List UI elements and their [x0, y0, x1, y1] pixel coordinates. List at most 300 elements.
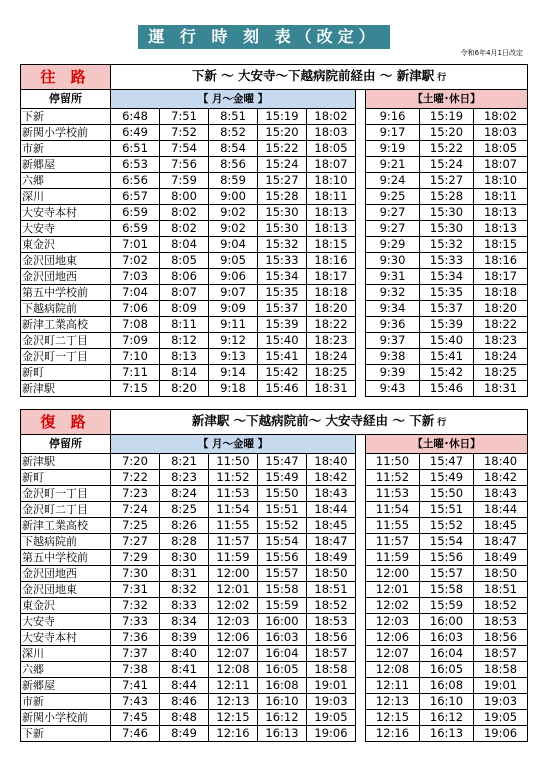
weekday-time: 15:28 [258, 189, 307, 205]
weekend-time: 11:55 [366, 518, 420, 534]
weekend-time: 18:02 [474, 109, 528, 125]
weekend-time: 11:53 [366, 486, 420, 502]
table-row [21, 349, 528, 365]
weekday-time: 8:12 [160, 333, 209, 349]
weekday-time: 18:15 [307, 237, 356, 253]
weekday-time: 9:06 [209, 269, 258, 285]
weekday-time: 15:50 [258, 486, 307, 502]
weekday-time: 16:12 [258, 710, 307, 726]
timetable-grid [20, 64, 528, 397]
weekend-time: 18:13 [474, 221, 528, 237]
weekday-time: 18:02 [307, 109, 356, 125]
weekday-time: 15:32 [258, 237, 307, 253]
weekend-time: 9:43 [366, 381, 420, 397]
stop-name: 下新 [21, 109, 111, 125]
weekend-time: 11:50 [366, 454, 420, 470]
weekday-time: 7:06 [111, 301, 160, 317]
weekday-time: 11:57 [209, 534, 258, 550]
weekend-time: 12:08 [366, 662, 420, 678]
weekend-time: 18:43 [474, 486, 528, 502]
weekday-time: 18:57 [307, 646, 356, 662]
column-spacer [356, 470, 366, 486]
weekday-time: 8:13 [160, 349, 209, 365]
table-row [21, 534, 528, 550]
weekend-time: 15:50 [420, 486, 474, 502]
weekday-time: 18:50 [307, 566, 356, 582]
weekday-time: 15:30 [258, 205, 307, 221]
column-spacer [356, 630, 366, 646]
weekday-time: 7:41 [111, 678, 160, 694]
stop-column-header: 停留所 [21, 435, 111, 454]
weekday-time: 8:46 [160, 694, 209, 710]
weekend-time: 15:58 [420, 582, 474, 598]
weekday-time: 7:59 [160, 173, 209, 189]
table-row [21, 582, 528, 598]
weekend-time: 19:01 [474, 678, 528, 694]
weekend-time: 15:37 [420, 301, 474, 317]
column-spacer [356, 566, 366, 582]
weekday-time: 18:58 [307, 662, 356, 678]
weekday-time: 9:04 [209, 237, 258, 253]
weekday-time: 9:02 [209, 221, 258, 237]
weekday-time: 8:28 [160, 534, 209, 550]
weekday-time: 8:49 [160, 726, 209, 742]
weekday-time: 9:02 [209, 205, 258, 221]
weekend-time: 9:39 [366, 365, 420, 381]
weekend-time: 15:49 [420, 470, 474, 486]
weekday-time: 9:05 [209, 253, 258, 269]
column-spacer [356, 381, 366, 397]
weekday-time: 11:59 [209, 550, 258, 566]
table-row [21, 141, 528, 157]
weekday-time: 18:07 [307, 157, 356, 173]
weekend-time: 15:39 [420, 317, 474, 333]
table-row [21, 662, 528, 678]
stop-name: 金沢団地西 [21, 566, 111, 582]
weekday-header: 【 月～金曜 】 [111, 90, 356, 109]
weekend-time: 18:51 [474, 582, 528, 598]
stop-name: 深川 [21, 646, 111, 662]
table-row [21, 189, 528, 205]
column-spacer [356, 349, 366, 365]
weekday-time: 18:40 [307, 454, 356, 470]
weekend-time: 15:41 [420, 349, 474, 365]
table-row [21, 317, 528, 333]
route-text: 下新 ～ 大安寺～下越病院前経由 ～ 新津駅 [191, 68, 435, 83]
weekend-header: 【土曜･休日】 [366, 90, 528, 109]
weekday-time: 19:03 [307, 694, 356, 710]
column-spacer [356, 710, 366, 726]
weekday-time: 12:01 [209, 582, 258, 598]
weekday-time: 15:51 [258, 502, 307, 518]
table-row [21, 470, 528, 486]
stop-name: 下越病院前 [21, 534, 111, 550]
weekend-time: 16:10 [420, 694, 474, 710]
weekday-time: 7:51 [160, 109, 209, 125]
weekday-time: 7:46 [111, 726, 160, 742]
weekend-time: 18:25 [474, 365, 528, 381]
table-row [21, 365, 528, 381]
stop-name: 東金沢 [21, 237, 111, 253]
weekday-time: 18:13 [307, 221, 356, 237]
weekend-time: 19:03 [474, 694, 528, 710]
weekend-time: 9:34 [366, 301, 420, 317]
weekday-time: 12:15 [209, 710, 258, 726]
stop-name: 新津駅 [21, 454, 111, 470]
table-row [21, 301, 528, 317]
stop-name: 第五中学校前 [21, 285, 111, 301]
weekend-time: 16:05 [420, 662, 474, 678]
weekday-time: 18:52 [307, 598, 356, 614]
weekday-time: 15:24 [258, 157, 307, 173]
weekend-time: 12:06 [366, 630, 420, 646]
weekday-time: 8:11 [160, 317, 209, 333]
stop-name: 六郷 [21, 173, 111, 189]
table-row [21, 598, 528, 614]
weekend-time: 15:22 [420, 141, 474, 157]
weekday-time: 7:32 [111, 598, 160, 614]
weekend-time: 18:40 [474, 454, 528, 470]
weekend-time: 9:30 [366, 253, 420, 269]
table-row [21, 726, 528, 742]
weekday-time: 18:31 [307, 381, 356, 397]
weekend-time: 9:31 [366, 269, 420, 285]
weekday-time: 11:55 [209, 518, 258, 534]
weekday-time: 8:34 [160, 614, 209, 630]
stop-name: 市新 [21, 141, 111, 157]
weekend-time: 18:10 [474, 173, 528, 189]
weekend-time: 9:36 [366, 317, 420, 333]
weekday-time: 15:57 [258, 566, 307, 582]
outbound-section [20, 64, 527, 397]
weekday-time: 8:39 [160, 630, 209, 646]
weekend-time: 16:08 [420, 678, 474, 694]
weekend-time: 12:15 [366, 710, 420, 726]
weekday-time: 18:53 [307, 614, 356, 630]
weekday-time: 16:05 [258, 662, 307, 678]
weekday-time: 7:30 [111, 566, 160, 582]
weekday-time: 9:00 [209, 189, 258, 205]
weekday-time: 15:20 [258, 125, 307, 141]
weekday-time: 6:53 [111, 157, 160, 173]
weekday-time: 15:59 [258, 598, 307, 614]
weekday-time: 6:49 [111, 125, 160, 141]
weekday-time: 19:01 [307, 678, 356, 694]
table-row [21, 518, 528, 534]
weekday-time: 18:22 [307, 317, 356, 333]
weekday-time: 8:00 [160, 189, 209, 205]
weekday-time: 6:59 [111, 221, 160, 237]
weekday-time: 15:22 [258, 141, 307, 157]
weekend-time: 12:01 [366, 582, 420, 598]
stop-name: 新関小学校前 [21, 125, 111, 141]
table-row [21, 253, 528, 269]
stop-name: 金沢団地東 [21, 253, 111, 269]
weekday-time: 18:24 [307, 349, 356, 365]
weekend-time: 15:57 [420, 566, 474, 582]
weekday-time: 7:10 [111, 349, 160, 365]
weekday-time: 18:43 [307, 486, 356, 502]
table-row [21, 486, 528, 502]
weekday-time: 8:25 [160, 502, 209, 518]
column-spacer [356, 285, 366, 301]
weekday-time: 8:09 [160, 301, 209, 317]
weekday-header: 【 月～金曜 】 [111, 435, 356, 454]
column-spacer [356, 694, 366, 710]
weekend-time: 9:29 [366, 237, 420, 253]
weekday-time: 15:56 [258, 550, 307, 566]
weekend-time: 12:02 [366, 598, 420, 614]
weekend-time: 9:25 [366, 189, 420, 205]
weekday-time: 7:52 [160, 125, 209, 141]
weekday-time: 18:23 [307, 333, 356, 349]
weekday-time: 8:59 [209, 173, 258, 189]
stop-name: 新津工業高校 [21, 317, 111, 333]
weekday-time: 8:02 [160, 221, 209, 237]
stop-column-header: 停留所 [21, 90, 111, 109]
table-row [21, 125, 528, 141]
weekend-time: 12:07 [366, 646, 420, 662]
weekday-time: 18:44 [307, 502, 356, 518]
weekday-time: 7:29 [111, 550, 160, 566]
weekend-time: 18:57 [474, 646, 528, 662]
weekday-time: 9:14 [209, 365, 258, 381]
weekday-time: 18:47 [307, 534, 356, 550]
weekend-time: 16:03 [420, 630, 474, 646]
route-description [111, 65, 528, 90]
weekday-time: 8:48 [160, 710, 209, 726]
weekend-time: 12:13 [366, 694, 420, 710]
column-spacer [356, 221, 366, 237]
weekday-time: 7:02 [111, 253, 160, 269]
table-row [21, 269, 528, 285]
column-spacer [356, 301, 366, 317]
weekday-time: 12:03 [209, 614, 258, 630]
column-spacer [356, 502, 366, 518]
route-suffix: 行 [437, 418, 447, 428]
table-row [21, 109, 528, 125]
weekday-time: 8:14 [160, 365, 209, 381]
weekday-time: 7:08 [111, 317, 160, 333]
weekend-time: 15:27 [420, 173, 474, 189]
weekend-time: 9:27 [366, 221, 420, 237]
route-suffix: 行 [437, 73, 447, 83]
weekday-time: 6:56 [111, 173, 160, 189]
weekend-time: 9:38 [366, 349, 420, 365]
weekend-time: 15:42 [420, 365, 474, 381]
weekday-time: 7:04 [111, 285, 160, 301]
weekday-time: 7:31 [111, 582, 160, 598]
weekday-time: 18:16 [307, 253, 356, 269]
weekday-time: 11:53 [209, 486, 258, 502]
weekday-time: 7:54 [160, 141, 209, 157]
column-spacer [356, 365, 366, 381]
table-row [21, 381, 528, 397]
weekend-time: 19:06 [474, 726, 528, 742]
column-spacer [356, 518, 366, 534]
weekend-time: 15:54 [420, 534, 474, 550]
weekday-time: 7:24 [111, 502, 160, 518]
weekend-time: 18:07 [474, 157, 528, 173]
weekend-time: 15:59 [420, 598, 474, 614]
stop-name: 金沢団地東 [21, 582, 111, 598]
stop-name: 新関小学校前 [21, 710, 111, 726]
weekday-time: 11:50 [209, 454, 258, 470]
column-spacer [356, 582, 366, 598]
weekday-time: 7:23 [111, 486, 160, 502]
weekday-time: 8:40 [160, 646, 209, 662]
weekend-time: 18:56 [474, 630, 528, 646]
weekday-time: 18:17 [307, 269, 356, 285]
weekday-time: 8:07 [160, 285, 209, 301]
weekday-time: 19:05 [307, 710, 356, 726]
weekend-time: 18:53 [474, 614, 528, 630]
weekend-time: 16:13 [420, 726, 474, 742]
weekday-time: 7:25 [111, 518, 160, 534]
weekend-time: 15:20 [420, 125, 474, 141]
weekday-time: 15:27 [258, 173, 307, 189]
column-spacer [356, 253, 366, 269]
table-row [21, 678, 528, 694]
weekday-time: 12:07 [209, 646, 258, 662]
weekend-time: 11:57 [366, 534, 420, 550]
weekday-time: 8:44 [160, 678, 209, 694]
revision-date: 令和6年4月1日改定 [460, 49, 523, 57]
weekend-time: 15:52 [420, 518, 474, 534]
table-row [21, 205, 528, 221]
weekday-time: 18:20 [307, 301, 356, 317]
table-row [21, 237, 528, 253]
table-row [21, 694, 528, 710]
stop-name: 金沢町一丁目 [21, 349, 111, 365]
column-spacer [356, 90, 366, 109]
weekday-time: 16:04 [258, 646, 307, 662]
weekday-time: 18:10 [307, 173, 356, 189]
stop-name: 第五中学校前 [21, 550, 111, 566]
table-row [21, 630, 528, 646]
weekend-header: 【土曜･休日】 [366, 435, 528, 454]
weekday-time: 18:05 [307, 141, 356, 157]
weekend-time: 18:31 [474, 381, 528, 397]
weekend-time: 18:18 [474, 285, 528, 301]
stop-name: 新郷屋 [21, 157, 111, 173]
stop-name: 下越病院前 [21, 301, 111, 317]
weekend-time: 18:16 [474, 253, 528, 269]
weekday-time: 15:58 [258, 582, 307, 598]
timetable-grid [20, 409, 528, 742]
weekend-time: 15:47 [420, 454, 474, 470]
weekday-time: 15:19 [258, 109, 307, 125]
weekday-time: 8:52 [209, 125, 258, 141]
column-spacer [356, 598, 366, 614]
table-row [21, 710, 528, 726]
weekend-time: 15:19 [420, 109, 474, 125]
route-description [111, 410, 528, 435]
weekday-time: 18:03 [307, 125, 356, 141]
weekend-time: 18:24 [474, 349, 528, 365]
weekday-time: 18:13 [307, 205, 356, 221]
weekday-time: 15:46 [258, 381, 307, 397]
column-spacer [356, 486, 366, 502]
weekday-time: 7:56 [160, 157, 209, 173]
weekend-time: 15:34 [420, 269, 474, 285]
weekday-time: 15:47 [258, 454, 307, 470]
weekend-time: 11:52 [366, 470, 420, 486]
column-spacer [356, 141, 366, 157]
weekday-time: 16:08 [258, 678, 307, 694]
timetable-title: 運 行 時 刻 表（改定） [138, 25, 390, 49]
weekday-time: 15:34 [258, 269, 307, 285]
route-text: 新津駅 ～下越病院前～ 大安寺経由 ～ 下新 [191, 413, 435, 428]
table-row [21, 285, 528, 301]
weekday-time: 7:11 [111, 365, 160, 381]
weekday-time: 8:24 [160, 486, 209, 502]
weekday-time: 15:30 [258, 221, 307, 237]
weekday-time: 7:37 [111, 646, 160, 662]
weekday-time: 8:56 [209, 157, 258, 173]
weekday-time: 18:42 [307, 470, 356, 486]
column-spacer [356, 173, 366, 189]
column-spacer [356, 317, 366, 333]
weekend-time: 16:04 [420, 646, 474, 662]
weekend-time: 11:59 [366, 550, 420, 566]
weekend-time: 12:11 [366, 678, 420, 694]
weekend-time: 19:05 [474, 710, 528, 726]
column-spacer [356, 269, 366, 285]
weekend-time: 18:03 [474, 125, 528, 141]
weekday-time: 8:26 [160, 518, 209, 534]
stop-name: 金沢町二丁目 [21, 502, 111, 518]
table-row [21, 646, 528, 662]
weekday-time: 18:51 [307, 582, 356, 598]
table-row [21, 221, 528, 237]
weekday-time: 7:33 [111, 614, 160, 630]
weekday-time: 18:18 [307, 285, 356, 301]
weekday-time: 8:05 [160, 253, 209, 269]
table-row [21, 566, 528, 582]
weekday-time: 8:06 [160, 269, 209, 285]
weekday-time: 8:31 [160, 566, 209, 582]
table-row [21, 157, 528, 173]
stop-name: 金沢町二丁目 [21, 333, 111, 349]
weekday-time: 7:15 [111, 381, 160, 397]
weekday-time: 7:36 [111, 630, 160, 646]
weekend-time: 9:19 [366, 141, 420, 157]
weekend-time: 9:37 [366, 333, 420, 349]
weekday-time: 8:32 [160, 582, 209, 598]
weekday-time: 15:54 [258, 534, 307, 550]
stop-name: 東金沢 [21, 598, 111, 614]
weekend-time: 18:44 [474, 502, 528, 518]
table-row [21, 502, 528, 518]
column-spacer [356, 454, 366, 470]
weekend-time: 15:56 [420, 550, 474, 566]
weekday-time: 9:12 [209, 333, 258, 349]
weekday-time: 15:37 [258, 301, 307, 317]
weekend-time: 9:17 [366, 125, 420, 141]
weekday-time: 7:27 [111, 534, 160, 550]
weekend-time: 18:05 [474, 141, 528, 157]
weekday-time: 16:10 [258, 694, 307, 710]
weekend-time: 18:58 [474, 662, 528, 678]
weekday-time: 7:01 [111, 237, 160, 253]
weekday-time: 12:11 [209, 678, 258, 694]
stop-name: 金沢団地西 [21, 269, 111, 285]
weekend-time: 18:52 [474, 598, 528, 614]
weekend-time: 18:20 [474, 301, 528, 317]
column-spacer [356, 189, 366, 205]
weekday-time: 18:45 [307, 518, 356, 534]
